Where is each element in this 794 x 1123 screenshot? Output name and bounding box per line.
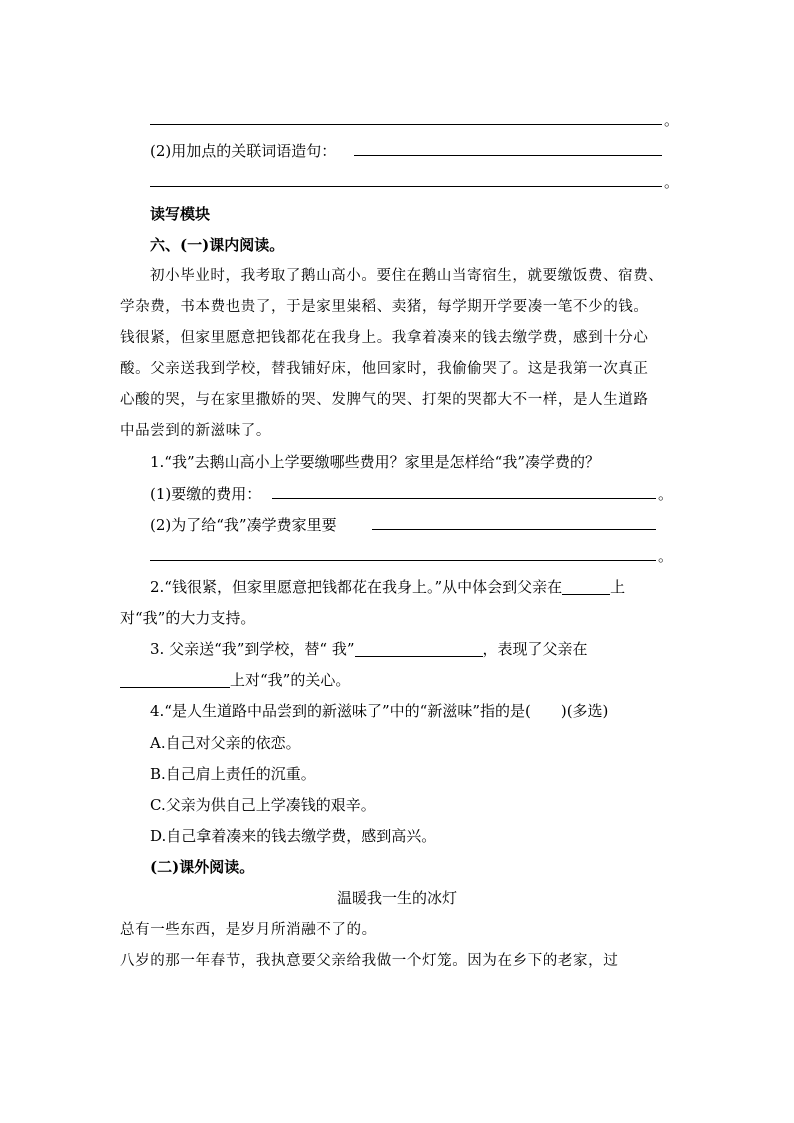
article-title: 温暖我一生的冰灯 (336, 889, 457, 907)
period-mark: 。 (658, 547, 674, 565)
answer-line[interactable] (150, 124, 662, 125)
question-2 (150, 577, 625, 597)
question-3-text-end: ，表现了父亲在 (482, 640, 588, 658)
answer-blank[interactable] (355, 640, 483, 657)
period-mark: 。 (664, 111, 680, 129)
passage-line: 学杂费，书本费也贵了，于是家里粜稻、卖猪，每学期开学要凑一笔不少的钱。 (120, 299, 649, 315)
part-1-title: 六、(一)课内阅读。 (150, 236, 285, 254)
passage-line: 钱很紧，但家里愿意把钱都花在我身上。我拿着凑来的钱去缴学费，感到十分心 (120, 330, 649, 346)
option-b[interactable]: B.自己肩上责任的沉重。 (150, 765, 316, 783)
answer-line[interactable] (150, 560, 656, 561)
period-mark: 。 (658, 485, 674, 503)
answer-blank[interactable] (120, 671, 230, 688)
part-2-title: (二)课外阅读。 (150, 858, 255, 876)
article-line: 总有一些东西，是岁月所消融不了的。 (120, 922, 377, 938)
question-3-text: 3. 父亲送“我”到学校，替“ 我” (150, 640, 355, 658)
answer-blank[interactable] (562, 578, 610, 595)
answer-line[interactable] (354, 155, 662, 156)
passage-line: 心酸的哭，与在家里撒娇的哭、发脾气的哭、打架的哭都大不一样，是人生道路 (120, 392, 649, 408)
option-d[interactable]: D.自己拿着凑来的钱去缴学费，感到高兴。 (150, 827, 437, 845)
question-1a: (1)要缴的费用： (150, 485, 262, 503)
question-1b: (2)为了给“我”凑学费家里要 (150, 516, 337, 534)
passage-line: 中品尝到的新滋味了。 (120, 423, 271, 439)
answer-line[interactable] (272, 498, 656, 499)
module-title: 读写模块 (150, 205, 211, 223)
question-2-label: (2)用加点的关联词语造句： (150, 142, 337, 160)
article-line: 八岁的那一年春节，我执意要父亲给我做一个灯笼。因为在乡下的老家，过 (120, 953, 619, 969)
question-2-text-end: 上 (610, 578, 626, 596)
question-2-cont: 对“我”的大力支持。 (120, 609, 256, 627)
period-mark: 。 (664, 173, 680, 191)
question-3-cont (120, 670, 350, 690)
question-4: 4.“是人生道路中品尝到的新滋味了”中的“新滋味”指的是( )(多选) (150, 702, 609, 720)
answer-line[interactable] (372, 529, 656, 530)
question-3 (150, 639, 588, 659)
passage-line: 酸。父亲送我到学校，替我铺好床，他回家时，我偷偷哭了。这是我第一次真正 (120, 361, 649, 377)
answer-line[interactable] (150, 186, 662, 187)
question-3-text-tail: 上对“我”的关心。 (230, 671, 351, 689)
option-c[interactable]: C.父亲为供自己上学凑钱的艰辛。 (150, 796, 376, 814)
question-1: 1.“我”去鹅山高小上学要缴哪些费用？家里是怎样给“我”凑学费的？ (150, 453, 600, 471)
option-a[interactable]: A.自己对父亲的依恋。 (150, 734, 301, 752)
passage-line: 初小毕业时，我考取了鹅山高小。要住在鹅山当寄宿生，就要缴饭费、宿费、 (150, 268, 664, 284)
question-2-text: 2.“钱很紧，但家里愿意把钱都花在我身上。”从中体会到父亲在 (150, 578, 563, 596)
